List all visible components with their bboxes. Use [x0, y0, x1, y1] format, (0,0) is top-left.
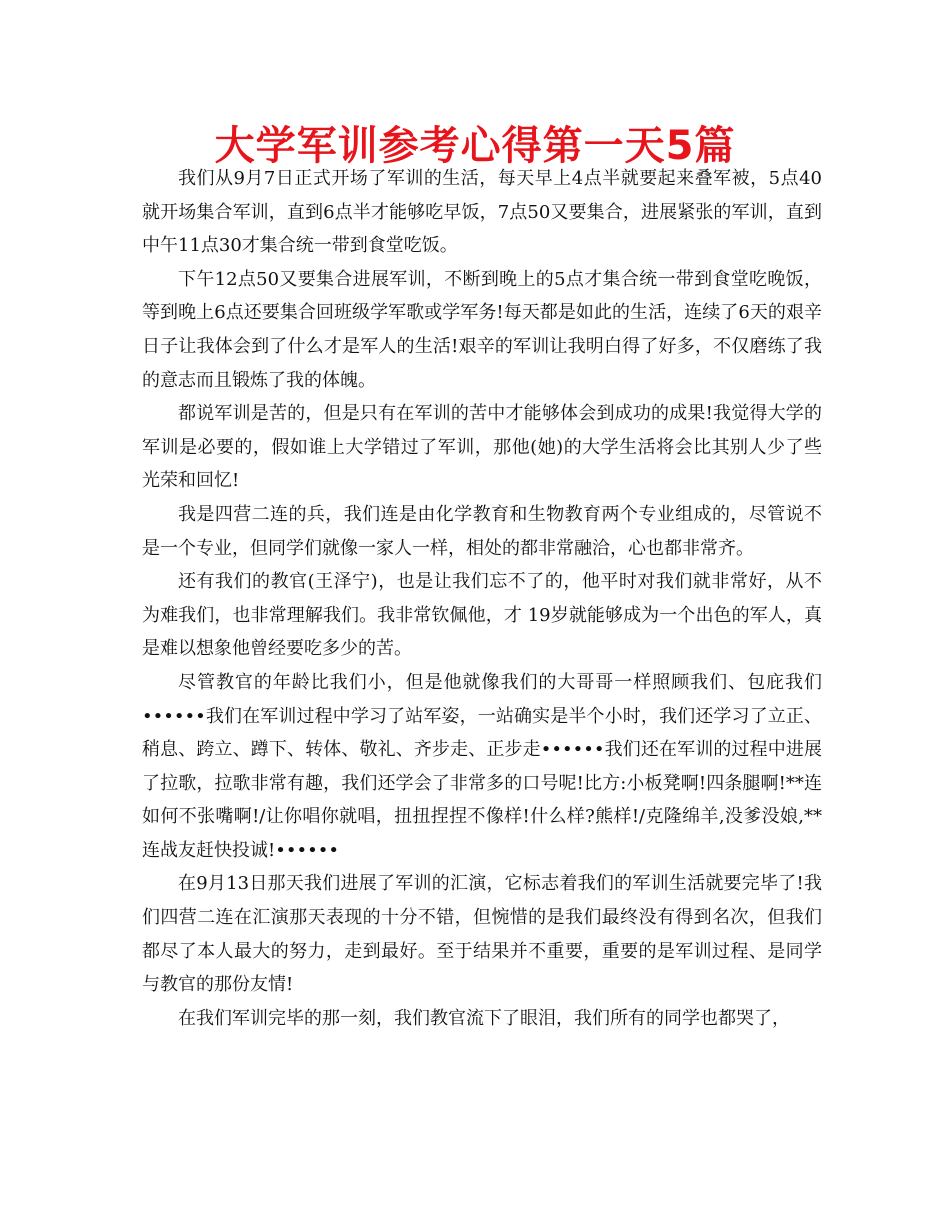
paragraph-7: 在9月13日那天我们进展了军训的汇演，它标志着我们的军训生活就要完毕了!我们四营二连在汇演那天表现的十分不错，但惋惜的是我们最终没有得到名次，但我们都尽了本人最大的努力，走到最好。至于结果并不重要，重要的是军训过程、是同学与教官的那份友情!: [142, 873, 822, 996]
paragraph-8: 在我们军训完毕的那一刻，我们教官流下了眼泪，我们所有的同学也都哭了，: [178, 1007, 790, 1029]
paragraph-6: 尽管教官的年龄比我们小，但是他就像我们的大哥哥一样照顾我们、包庇我们••••••我们在军训过程中学习了站军姿，一站确实是半个小时，我们还学习了立正、稍息、跨立、蹲下、转体、敬礼、齐步走、正步走••••••我们还在军训的过程中进展了拉歌，拉歌非常有趣，我们还学会了非常多的口号呢!比方:小板凳啊!四条腿啊!**连如何不张嘴啊!/让你唱你就唱，扭扭捏捏不像样!什么样?熊样!/克隆绵羊,没爹没娘,**连战友赶快投诚!••••••: [142, 671, 822, 861]
paragraph-2: 下午12点50又要集合进展军训，不断到晚上的5点才集合统一带到食堂吃晚饭，等到晚上6点还要集合回班级学军歌或学军务!每天都是如此的生活，连续了6天的艰辛日子让我体会到了什么才是军人的生活!艰辛的军训让我明白得了好多，不仅磨练了我的意志而且锻炼了我的体魄。: [142, 268, 822, 391]
paragraph-1: 我们从9月7日正式开场了军训的生活，每天早上4点半就要起来叠军被，5点40就开场集合军训，直到6点半才能够吃早饭，7点50又要集合，进展紧张的军训，直到中午11点30才集合统一带到食堂吃饭。: [142, 168, 822, 257]
paragraph-5: 还有我们的教官(王泽宁)，也是让我们忘不了的，他平时对我们就非常好，从不为难我们，也非常理解我们。我非常钦佩他，才 19岁就能够成为一个出色的军人，真是难以想象他曾经要吃多少的苦。: [142, 571, 822, 660]
paragraph-3: 都说军训是苦的，但是只有在军训的苦中才能够体会到成功的成果!我觉得大学的军训是必要的，假如谁上大学错过了军训，那他(她)的大学生活将会比其别人少了些光荣和回忆!: [142, 403, 822, 492]
document-body: [142, 162, 822, 1035]
paragraph-4: 我是四营二连的兵，我们连是由化学教育和生物教育两个专业组成的，尽管说不是一个专业，但同学们就像一家人一样，相处的都非常融洽，心也都非常齐。: [142, 503, 822, 559]
document-title: 大学军训参考心得第一天5篇: [214, 123, 736, 169]
